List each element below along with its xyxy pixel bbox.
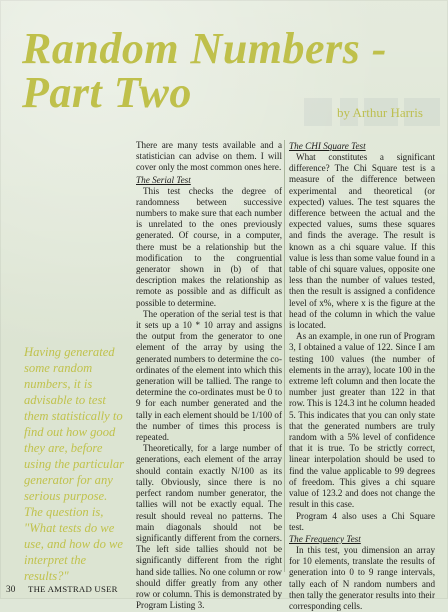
page-footer xyxy=(0,581,448,599)
text-column-2 xyxy=(289,140,435,612)
serial-paragraph-2: The operation of the serial test is that it sets up a 10 * 10 array and assigns the output from the generator to one element of the array by using the generated numbers to determine the co-ordinates of the element into which this generation will be tallied. The range to determine the co-ordinates must be 0 to 9 for each number generated and the tally in each element should be 1/100 of the number of times this process is repeated. xyxy=(136,308,282,443)
column-divider xyxy=(284,140,285,572)
chi-paragraph-1: What constitutes a significant difference? The Chi Square test is a measure of the difference between experimental and theoretical (or expected) values. The test squares the difference between the actual and the expected values, sums these squares and finds the average. The result is known as a chi square value. If this value is less than some value found in a table of chi square values, opposite one less than the number of values tested, then the result is assigned a confidence level of x%, where x is the figure at the head of the column in which the value is located. xyxy=(289,152,435,331)
chi-paragraph-2: As an example, in one run of Program 3, I obtained a value of 122. Since I am testing 100 values (the number of elements in the array), locate 100 in the extreme left column and then locate the number just greater than 122 in that row. This is 124.3 int he column headed 5. This indicates that you can only state that the generated numbers are truly random with a 5% level of confidence that it is true. To be strictly correct, linear interpolation should be used to find the value applicable to 99 degrees of freedom. This gives a chi square value of 123.2 and does not change the result in this case. xyxy=(289,331,435,510)
chi-paragraph-3: Program 4 also uses a Chi Square test. xyxy=(289,510,435,532)
page-number: 30 xyxy=(6,584,16,594)
intro-paragraph: There are many tests available and a statistician can advise on them. I will cover only the most common ones here. xyxy=(136,140,282,173)
serial-paragraph-3: Theoretically, for a large number of generations, each element of the array should contain exactly N/100 as its tally. Obviously, since there is no perfect random number generator, the tallies will not be exactly equal. The result should reveal no patterns. The main diagonals should not be significantly different from the corners. The left side tallies should not be significantly different from the right hand side tallies. No one column or row should differ greatly from any other row or column. This is demonstrated by Program Listing 3. xyxy=(136,443,282,611)
publication-name: THE AMSTRAD USER xyxy=(28,584,118,594)
serial-test-heading: The Serial Test xyxy=(136,174,191,185)
pull-quote: Having generated some random numbers, it is advisable to test them statistically to find out how good they are, before using the particular generator for any serious purpose. The question is, "What tests do we use, and how do we interpret the results?" xyxy=(24,345,125,583)
chi-square-heading: The CHI Square Test xyxy=(289,141,366,151)
frequency-paragraph-1: In this test, you dimension an array for 10 elements, translate the results of generation into 0 to 9 range intervals, tally each of N random numbers and then tally the generator results into their corresponding cells. xyxy=(289,544,435,611)
article-byline: by Arthur Harris xyxy=(337,105,423,120)
title-line-2: Part Two xyxy=(22,68,192,117)
title-line-1: Random Numbers - xyxy=(22,24,387,73)
text-column-1 xyxy=(136,140,282,611)
serial-paragraph-1: This test checks the degree of randomness between successive numbers to make sure that each number is unrelated to the ones previously generated. Of course, in a computer, there must be a relationship but the modification to the congruential generator shown in (b) of that description makes the relationship as remote as possible and as difficult as possible to determine. xyxy=(136,185,282,308)
frequency-test-heading: The Frequency Test xyxy=(289,533,361,544)
